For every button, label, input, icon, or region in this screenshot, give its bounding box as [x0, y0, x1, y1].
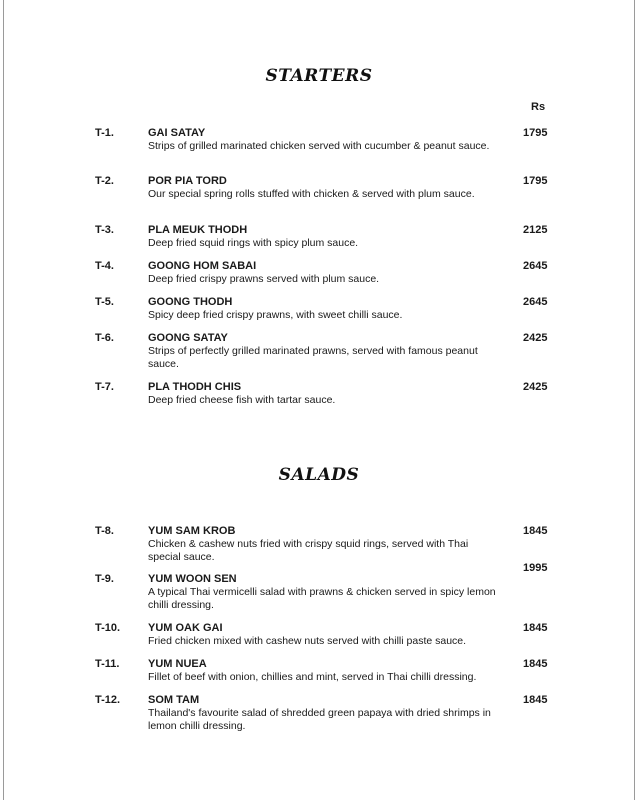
- item-code: T-6.: [95, 332, 114, 344]
- item-price: 2125: [523, 224, 548, 236]
- item-price: 1845: [523, 525, 548, 537]
- item-name: YUM WOON SEN: [148, 573, 237, 585]
- item-description: Thailand's favourite salad of shredded green papaya with dried shrimps in lemon chilli dressing.: [148, 707, 491, 732]
- item-description: Fillet of beef with onion, chillies and mint, served in Thai chilli dressing.: [148, 671, 477, 683]
- item-code: T-1.: [95, 127, 114, 139]
- item-code: T-10.: [95, 622, 121, 634]
- item-price: 1845: [523, 694, 548, 706]
- item-price: 2425: [523, 332, 548, 344]
- item-name: GOONG THODH: [148, 296, 233, 308]
- item-code: T-9.: [95, 573, 114, 585]
- item-price: 2425: [523, 381, 548, 393]
- item-code: T-4.: [95, 260, 114, 272]
- item-description: Our special spring rolls stuffed with chicken & served with plum sauce.: [148, 188, 475, 200]
- item-price: 1795: [523, 127, 548, 139]
- currency-label: Rs: [531, 101, 546, 113]
- item-price: 1845: [523, 622, 548, 634]
- item-code: T-8.: [95, 525, 114, 537]
- item-code: T-2.: [95, 175, 114, 187]
- item-description: Deep fried crispy prawns served with plum sauce.: [148, 273, 380, 285]
- item-name: YUM OAK GAI: [148, 622, 223, 634]
- item-price: 1845: [523, 658, 548, 670]
- item-description: Strips of grilled marinated chicken served with cucumber & peanut sauce.: [148, 140, 490, 152]
- item-code: T-3.: [95, 224, 114, 236]
- item-name: GAI SATAY: [148, 127, 206, 139]
- salads-heading: SALADS: [278, 465, 360, 485]
- item-description: Deep fried squid rings with spicy plum sauce.: [148, 237, 359, 249]
- item-description: Spicy deep fried crispy prawns, with sweet chilli sauce.: [148, 309, 403, 321]
- item-price: 1995: [523, 562, 548, 574]
- item-name: POR PIA TORD: [148, 175, 227, 187]
- item-name: YUM NUEA: [148, 658, 207, 670]
- item-description: Strips of perfectly grilled marinated prawns, served with famous peanut sauce.: [148, 345, 478, 370]
- item-name: GOONG HOM SABAI: [148, 260, 257, 272]
- item-name: PLA MEUK THODH: [148, 224, 248, 236]
- starters-heading: STARTERS: [265, 66, 373, 86]
- item-description: Deep fried cheese fish with tartar sauce.: [148, 394, 336, 406]
- item-code: T-7.: [95, 381, 114, 393]
- item-description: Fried chicken mixed with cashew nuts served with chilli paste sauce.: [148, 635, 467, 647]
- item-code: T-5.: [95, 296, 114, 308]
- item-code: T-12.: [95, 694, 121, 706]
- item-name: PLA THODH CHIS: [148, 381, 242, 393]
- page-border-right: [634, 0, 635, 800]
- item-code: T-11.: [95, 658, 120, 670]
- item-price: 1795: [523, 175, 548, 187]
- item-price: 2645: [523, 296, 548, 308]
- page-border-left: [3, 0, 4, 800]
- item-name: SOM TAM: [148, 694, 200, 706]
- item-description: A typical Thai vermicelli salad with prawns & chicken served in spicy lemon chilli dressing.: [148, 586, 496, 611]
- item-description: Chicken & cashew nuts fried with crispy squid rings, served with Thai special sauce.: [148, 538, 469, 563]
- item-name: YUM SAM KROB: [148, 525, 236, 537]
- item-price: 2645: [523, 260, 548, 272]
- item-name: GOONG SATAY: [148, 332, 228, 344]
